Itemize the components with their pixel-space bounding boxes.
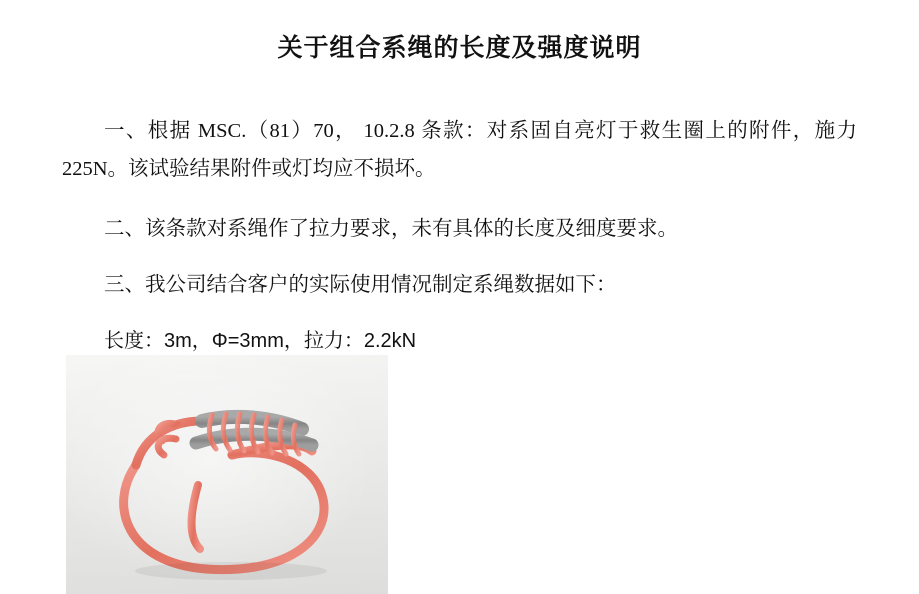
specification-line: 长度：3m，Φ=3mm，拉力：2.2kN xyxy=(104,330,417,352)
rope-photo-canvas xyxy=(66,355,388,594)
document-body xyxy=(0,112,919,358)
rope-photo xyxy=(66,355,388,594)
paragraph-3: 三、我公司结合客户的实际使用情况制定系绳数据如下： xyxy=(104,274,617,296)
page-title: 关于组合系绳的长度及强度说明 xyxy=(277,35,642,62)
paragraph-2: 二、该条款对系绳作了拉力要求，未有具体的长度及细度要求。 xyxy=(104,218,678,240)
rope-illustration xyxy=(66,355,388,594)
paragraph-1: 一、根据 MSC.（81）70， 10.2.8 条款：对系固自亮灯于救生圈上的附件，施力 225N。该试验结果附件或灯均应不损坏。 xyxy=(62,120,857,180)
